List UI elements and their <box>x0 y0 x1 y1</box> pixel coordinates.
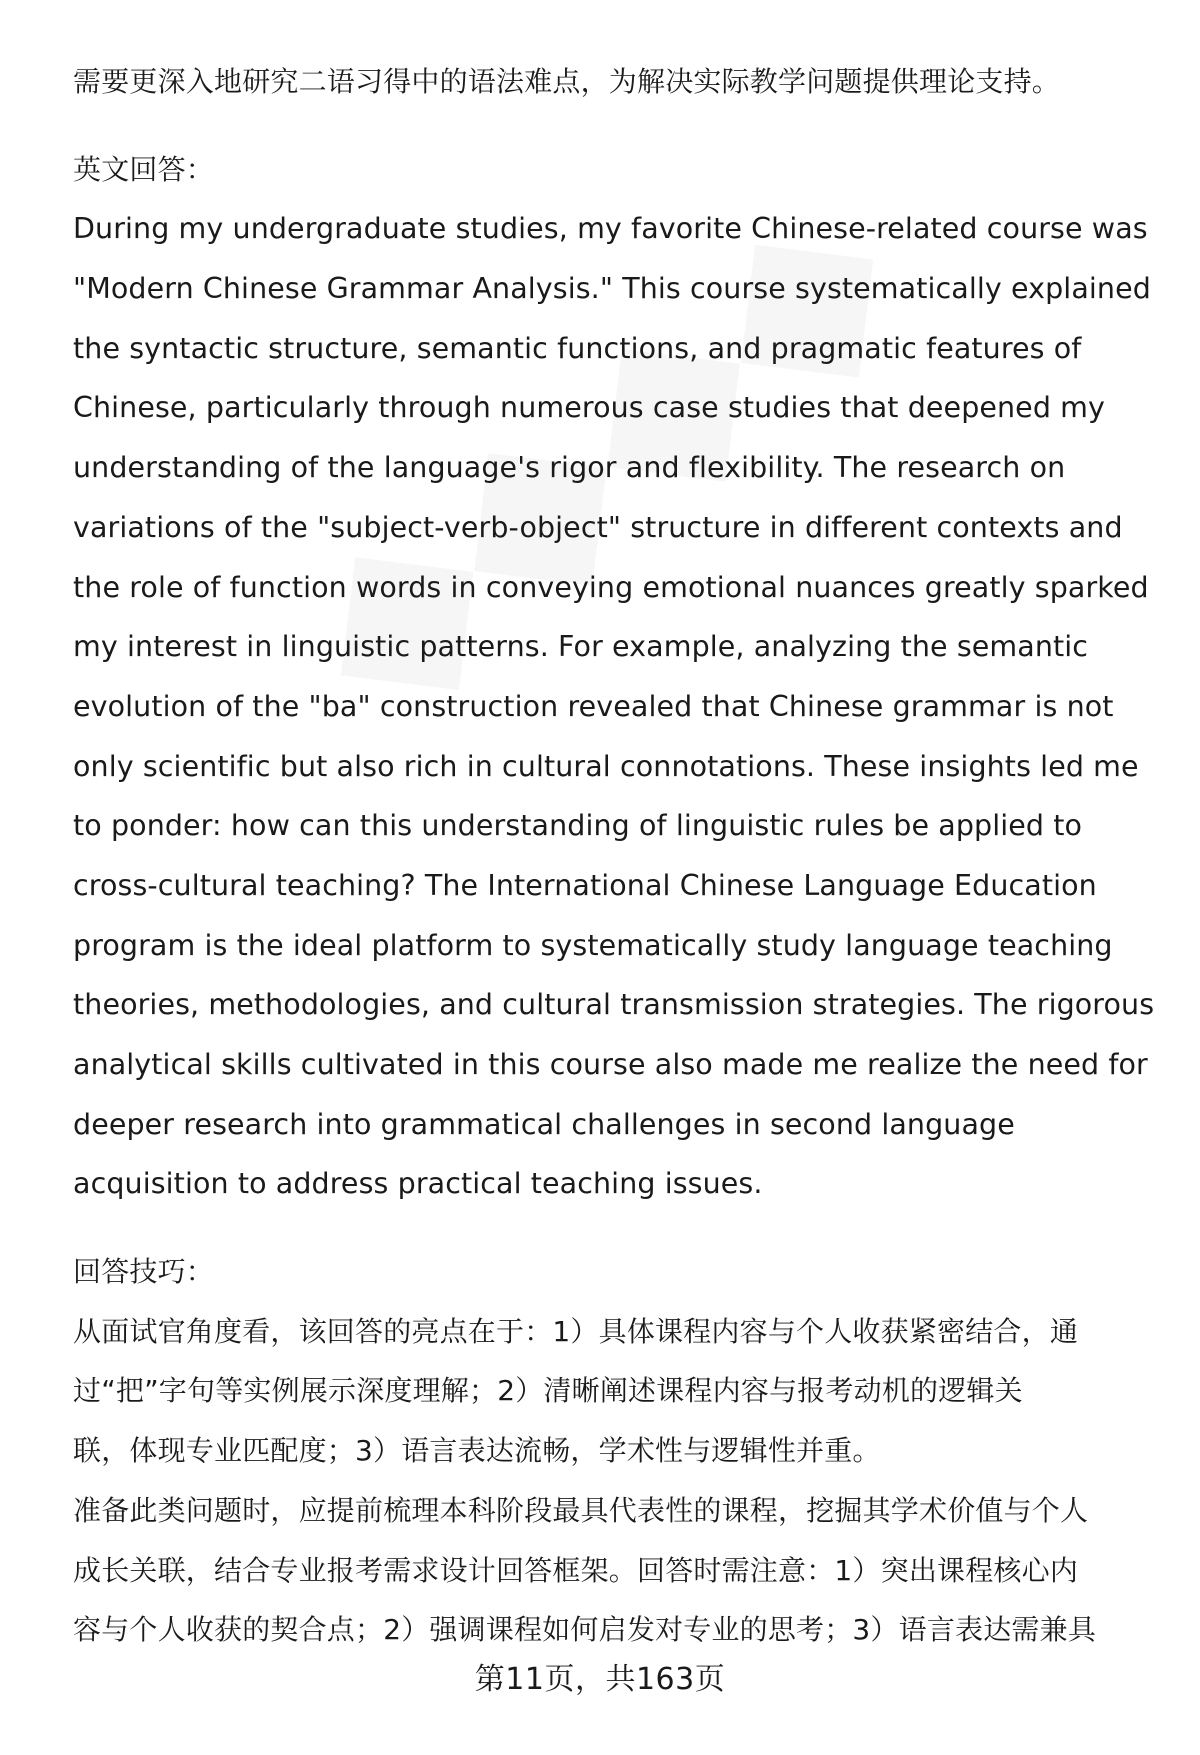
english-answer-line: deeper research into grammatical challenges in second language <box>73 1107 1015 1141</box>
english-answer-line: to ponder: how can this understanding of linguistic rules be applied to <box>73 809 1083 843</box>
page-number: 第11页，共163页 <box>474 1662 726 1697</box>
english-answer-line: my interest in linguistic patterns. For example, analyzing the semantic <box>73 630 1089 664</box>
tips-line: 从面试官角度看，该回答的亮点在于：1）具体课程内容与个人收获紧密结合，通 <box>73 1314 1079 1348</box>
paragraph-gap <box>73 1214 1153 1242</box>
tips-line: 容与个人收获的契合点；2）强调课程如何启发对专业的思考；3）语言表达需兼具 <box>73 1613 1097 1647</box>
paragraph-gap <box>73 112 1153 140</box>
english-answer-heading: 英文回答： <box>73 152 215 186</box>
english-answer-line: analytical skills cultivated in this course also made me realize the need for <box>73 1048 1148 1081</box>
english-answer-line: only scientific but also rich in cultural connotations. These insights led me <box>73 749 1139 783</box>
english-answer-line: "Modern Chinese Grammar Analysis." This course systematically explained <box>73 272 1151 306</box>
english-answer-line: cross-cultural teaching? The International Chinese Language Education <box>73 868 1097 902</box>
page-content <box>73 52 1153 1660</box>
tips-heading: 回答技巧： <box>73 1255 215 1289</box>
tips-line: 成长关联，结合专业报考需求设计回答框架。回答时需注意：1）突出课程核心内 <box>73 1553 1079 1587</box>
english-answer-line: theories, methodologies, and cultural transmission strategies. The rigorous <box>73 988 1155 1022</box>
english-answer-line: the syntactic structure, semantic functions, and pragmatic features of <box>73 331 1082 365</box>
english-answer-line: variations of the "subject-verb-object" structure in different contexts and <box>73 510 1123 544</box>
english-answer-line: the role of function words in conveying emotional nuances greatly sparked <box>73 570 1149 604</box>
paragraph-line: 需要更深入地研究二语习得中的语法难点，为解决实际教学问题提供理论支持。 <box>73 65 1061 98</box>
tips-line: 准备此类问题时，应提前梳理本科阶段最具代表性的课程，挖掘其学术价值与个人 <box>73 1493 1089 1527</box>
english-answer-line: program is the ideal platform to systematically study language teaching <box>73 928 1113 962</box>
english-answer-line: Chinese, particularly through numerous case studies that deepened my <box>73 391 1105 425</box>
english-answer-line: understanding of the language's rigor and flexibility. The research on <box>73 451 1066 485</box>
english-answer-line: During my undergraduate studies, my favorite Chinese-related course was <box>73 212 1148 246</box>
tips-line: 过“把”字句等实例展示深度理解；2）清晰阐述课程内容与报考动机的逻辑关 <box>73 1374 1023 1408</box>
english-answer-line: evolution of the "ba" construction revealed that Chinese grammar is not <box>73 689 1114 723</box>
tips-line: 联，体现专业匹配度；3）语言表达流畅，学术性与逻辑性并重。 <box>73 1434 881 1468</box>
english-answer-line: acquisition to address practical teaching issues. <box>73 1167 763 1201</box>
